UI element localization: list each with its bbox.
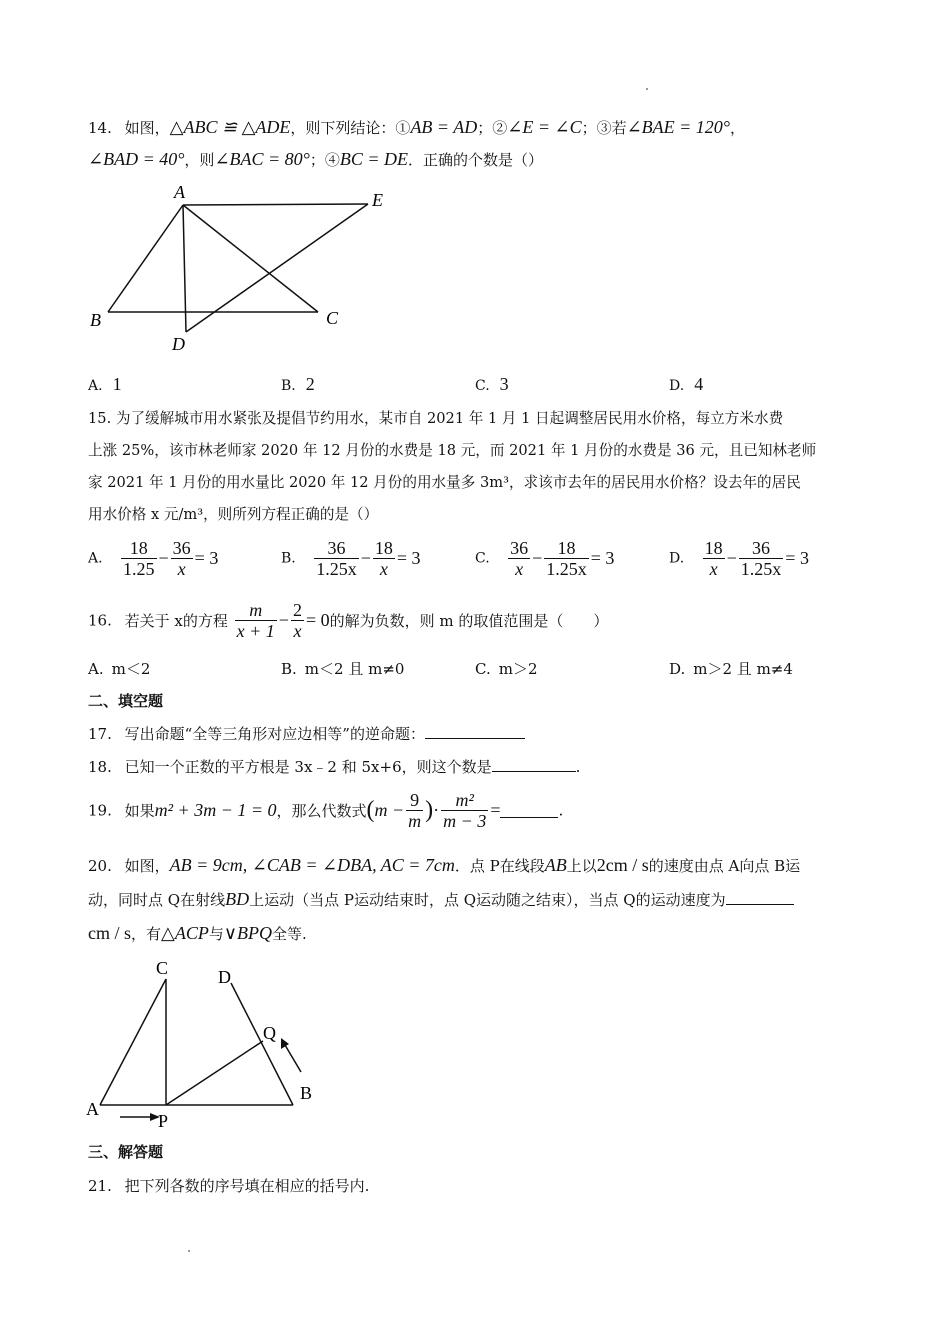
text: ，则下列结论：① xyxy=(290,119,411,137)
q18 xyxy=(88,756,580,778)
option-value: 2 xyxy=(305,374,315,394)
text: 如图， xyxy=(124,119,170,137)
math-expr: m² + 3m − 1 = 0 xyxy=(154,800,277,820)
fraction xyxy=(314,538,359,579)
operator: · xyxy=(433,800,440,820)
q15-line2 xyxy=(88,440,816,462)
q15-option-d[interactable] xyxy=(669,538,809,579)
question-number: 18. xyxy=(88,758,112,776)
option-value: m＜2 xyxy=(111,660,151,678)
answer-blank[interactable] xyxy=(492,757,576,772)
question-number: 20. xyxy=(88,857,112,875)
denominator: x xyxy=(709,559,718,579)
section-heading-solutions: 三、解答题 xyxy=(88,1143,164,1161)
option-letter: A. xyxy=(88,378,103,394)
q14-line1 xyxy=(88,116,745,139)
label-d: D xyxy=(218,967,231,987)
q17 xyxy=(88,723,525,745)
q20-line3 xyxy=(88,922,307,945)
text: ，那么代数式 xyxy=(276,802,367,820)
fraction xyxy=(121,538,157,579)
operator: − xyxy=(278,610,289,630)
operator: − xyxy=(532,548,543,568)
fraction xyxy=(235,600,277,641)
math-congruence: △ABC ≌ △ADE xyxy=(169,117,291,137)
label-c: C xyxy=(326,308,339,328)
numerator: 36 xyxy=(510,538,529,558)
text: 全等. xyxy=(272,925,307,943)
q20-line2 xyxy=(88,888,794,911)
fraction xyxy=(291,600,304,641)
option-letter: D. xyxy=(669,378,685,394)
paren-open: ( xyxy=(366,797,375,823)
numerator: 2 xyxy=(292,600,302,620)
numerator: m xyxy=(235,600,277,621)
numerator: m² xyxy=(441,790,488,811)
text: ；② xyxy=(477,119,508,137)
text: ， xyxy=(730,119,746,137)
text: 把下列各数的序号填在相应的括号内. xyxy=(124,1177,370,1195)
option-value: m＞2 且 m≠4 xyxy=(693,660,793,678)
option-letter: C. xyxy=(475,660,491,678)
segment-ad xyxy=(183,205,186,332)
label-p: P xyxy=(158,1111,169,1131)
numerator: 36 xyxy=(172,538,191,558)
operator: − xyxy=(360,548,371,568)
q15-line4 xyxy=(88,504,378,526)
equation-rhs: = 3 xyxy=(785,548,809,568)
answer-blank[interactable] xyxy=(425,724,525,739)
fraction xyxy=(739,538,784,579)
numerator: 18 xyxy=(121,538,157,559)
q16-option-a[interactable] xyxy=(88,658,150,679)
math-expr: cm / s xyxy=(88,923,131,943)
q16-option-d[interactable] xyxy=(669,658,793,679)
denominator: 1.25x xyxy=(546,559,587,579)
denominator: 1.25x xyxy=(740,559,782,579)
fraction xyxy=(544,538,589,579)
denominator: x xyxy=(177,559,186,579)
math-expr: AB xyxy=(544,855,567,875)
option-letter: D. xyxy=(669,660,686,678)
text: 上涨 25%，该市林老师家 2020 年 12 月份的水费是 18 元，而 2021 年 1 月份的水费是 36 元，且已知林老师 xyxy=(88,442,817,459)
segment-ac xyxy=(183,205,318,312)
text: 若关于 x的方程 xyxy=(124,612,228,630)
text: ．点 P在线段 xyxy=(454,857,545,875)
fraction xyxy=(441,790,488,831)
question-number: 21. xyxy=(88,1177,112,1195)
segment-pq xyxy=(166,1041,263,1105)
text: . xyxy=(558,801,564,820)
math-expr: ∨BPQ xyxy=(223,923,273,943)
label-d: D xyxy=(172,334,185,354)
question-number: 17. xyxy=(88,725,112,743)
q14-option-a[interactable] xyxy=(88,374,122,395)
q16-option-b[interactable] xyxy=(281,658,404,679)
text: 用水价格 x 元/m³，则所列方程正确的是（） xyxy=(88,506,379,523)
answer-blank[interactable] xyxy=(500,803,558,818)
denominator: 1.25x xyxy=(316,559,357,579)
math-expr: ∠BAD = 40° xyxy=(88,149,185,169)
denominator: x xyxy=(379,559,388,579)
fraction xyxy=(373,538,395,579)
question-number: 14. xyxy=(88,119,112,137)
label-a: A xyxy=(174,182,185,202)
denominator: 1.25 xyxy=(123,559,155,579)
q16-stem xyxy=(88,600,608,641)
arrow-q-head xyxy=(281,1038,289,1049)
option-letter: C. xyxy=(475,378,490,394)
paren-close: ) xyxy=(425,797,434,823)
math-expr: ∠E = ∠C xyxy=(507,117,582,137)
text: 家 2021 年 1 月份的用水量比 2020 年 12 月份的用水量多 3m³，求该市去年的居民用水价格？设去年的居民 xyxy=(88,474,801,491)
text: ．正确的个数是（） xyxy=(408,151,544,169)
answer-blank[interactable] xyxy=(726,890,794,905)
equation-rhs: = 3 xyxy=(590,548,615,568)
segment-de xyxy=(186,204,368,332)
text: 上以 xyxy=(566,857,597,875)
text: 已知一个正数的平方根是 3x﹣2 和 5x+6，则这个数是 xyxy=(124,758,492,776)
q15-option-c[interactable] xyxy=(475,538,614,579)
denominator: x xyxy=(515,559,524,579)
equation-rhs: = 0 xyxy=(305,610,330,630)
operator: = xyxy=(490,800,501,820)
denominator: x xyxy=(293,621,302,641)
numerator: 36 xyxy=(739,538,784,559)
text: 上运动（当点 P运动结束时，点 Q运动随之结束），当点 Q的运动速度为 xyxy=(249,891,726,909)
q16-option-c[interactable] xyxy=(475,658,538,679)
math-expr: BD xyxy=(225,889,250,909)
equation-rhs: = 3 xyxy=(194,548,219,568)
fraction xyxy=(171,538,193,579)
q14-line2 xyxy=(88,148,543,171)
q15-line1 xyxy=(88,408,783,430)
text: ；④ xyxy=(309,151,340,169)
label-q: Q xyxy=(263,1023,276,1043)
segment-ae xyxy=(183,204,368,205)
question-number: 19. xyxy=(88,801,112,820)
math-expr: ∠BAE = 120° xyxy=(626,117,731,137)
text: 的速度由点 A向点 B运 xyxy=(648,857,801,875)
fraction xyxy=(406,790,423,831)
text: 如果 xyxy=(124,802,155,820)
operator: − xyxy=(726,548,737,568)
label-b: B xyxy=(300,1083,313,1103)
text: . xyxy=(575,758,581,776)
math-expr: ∠BAC = 80° xyxy=(214,149,310,169)
speck-dot xyxy=(646,88,648,90)
option-value: 1 xyxy=(112,374,122,394)
option-value: m＜2 且 m≠0 xyxy=(304,660,405,678)
q15-line3 xyxy=(88,472,801,494)
math-expr: AB = AD xyxy=(410,117,478,137)
math-expr: △ACP xyxy=(161,923,209,943)
option-letter: B. xyxy=(281,550,296,567)
text: ；③若 xyxy=(581,119,627,137)
option-value: 3 xyxy=(499,374,509,394)
q19 xyxy=(88,790,563,831)
numerator: 18 xyxy=(374,538,393,558)
option-value: 4 xyxy=(694,374,704,394)
fraction xyxy=(703,538,725,579)
text: ，则 xyxy=(184,151,215,169)
fraction xyxy=(508,538,530,579)
option-letter: A. xyxy=(88,550,103,567)
denominator: x + 1 xyxy=(236,621,275,641)
segment-ac xyxy=(100,979,166,1105)
q20-line1 xyxy=(88,854,800,877)
numerator: 18 xyxy=(544,538,589,559)
q15-option-b[interactable] xyxy=(281,538,421,579)
numerator: 9 xyxy=(406,790,423,811)
text: 为了缓解城市用水紧张及提倡节约用水，某市自 2021 年 1 月 1 日起调整居民用水价格，每立方米水费 xyxy=(115,410,784,427)
equation-rhs: = 3 xyxy=(396,548,421,568)
denominator: m xyxy=(408,811,422,831)
math-expr: 2cm / s xyxy=(596,855,649,875)
numerator: 18 xyxy=(704,538,723,558)
option-letter: A. xyxy=(88,660,104,678)
section-heading-fill-in: 二、填空题 xyxy=(88,692,164,710)
label-c: C xyxy=(156,958,169,978)
question-number: 16. xyxy=(88,611,112,630)
denominator: m − 3 xyxy=(443,811,487,831)
q21 xyxy=(88,1175,369,1197)
option-value: m＞2 xyxy=(498,660,538,678)
label-e: E xyxy=(372,190,383,210)
text: ，有 xyxy=(131,925,162,943)
text: 动，同时点 Q在射线 xyxy=(88,891,226,909)
q14-option-c[interactable] xyxy=(475,374,509,395)
numerator: 36 xyxy=(314,538,359,559)
q15-option-a[interactable] xyxy=(88,538,218,579)
q14-option-d[interactable] xyxy=(669,374,703,395)
q14-option-b[interactable] xyxy=(281,374,315,395)
text: 写出命题“全等三角形对应边相等”的逆命题： xyxy=(124,725,425,743)
option-letter: B. xyxy=(281,660,297,678)
text: 的解为负数，则 m 的取值范围是（ ） xyxy=(329,612,609,630)
text: 如图， xyxy=(124,857,170,875)
label-b: B xyxy=(90,310,101,330)
text: 与 xyxy=(208,925,224,943)
math-expr: AB = 9cm, ∠CAB = ∠DBA, AC = 7cm xyxy=(169,855,455,875)
q20-figure xyxy=(80,955,330,1135)
arrow-q-shaft xyxy=(285,1045,301,1072)
math-expr: BC = DE xyxy=(339,149,409,169)
segment-ab xyxy=(108,205,183,312)
option-letter: C. xyxy=(475,550,490,567)
label-a: A xyxy=(86,1099,99,1119)
option-letter: B. xyxy=(281,378,296,394)
option-letter: D. xyxy=(669,550,685,567)
question-number: 15. xyxy=(88,410,112,427)
math-expr: m − xyxy=(374,800,405,820)
q14-figure xyxy=(80,178,400,358)
speck-dot xyxy=(188,1250,190,1252)
operator: − xyxy=(158,548,169,568)
